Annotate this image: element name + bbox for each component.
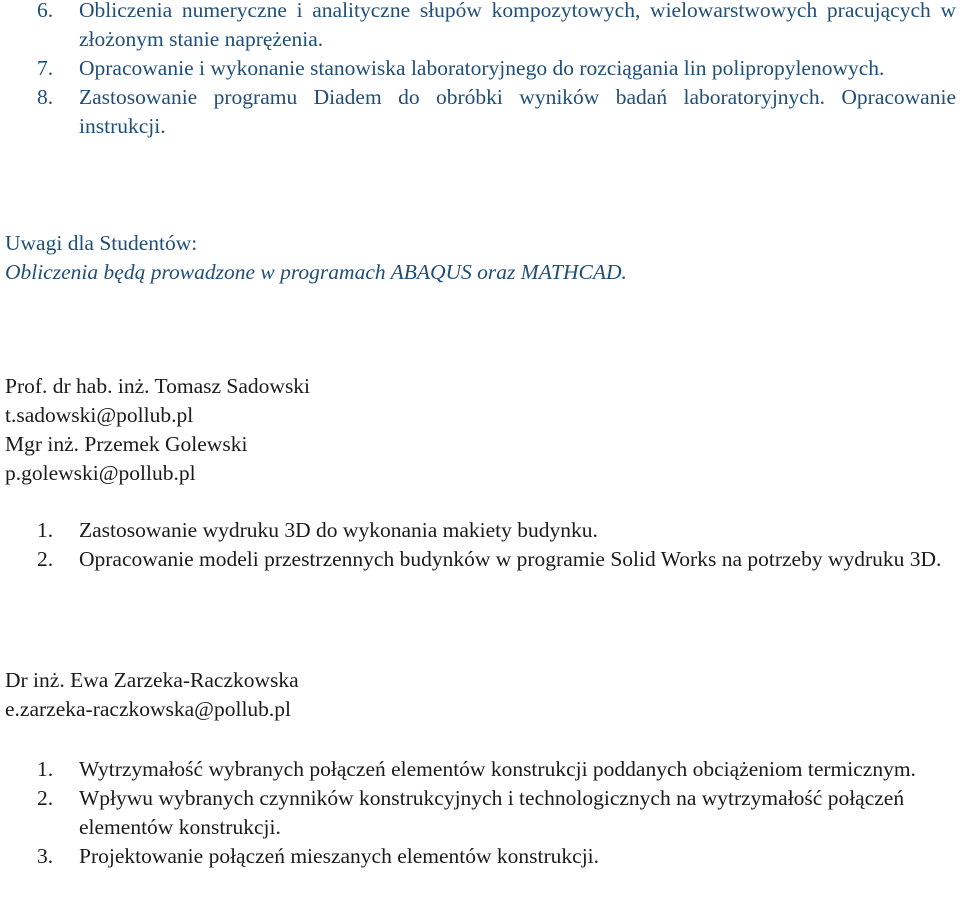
list-item-number: 6. [37,0,54,22]
list-item [0,784,960,842]
supervisor-name: Dr inż. Ewa Zarzeka-Raczkowska [5,668,299,692]
list-item-number: 2. [37,547,54,571]
notes-heading: Uwagi dla Studentów: [5,231,198,255]
notes-section [0,229,960,287]
list-item-text: Zastosowanie wydruku 3D do wykonania makiety budynku. [79,518,598,542]
topic-list-1 [0,516,960,574]
list-item-text: Wpływu wybranych czynników konstrukcyjnych i technologicznych na wytrzymałość połączeń elementów konstrukcji. [79,786,905,839]
list-item-text: Opracowanie i wykonanie stanowiska laboratoryjnego do rozciągania lin polipropylenowych. [79,56,885,80]
list-item [0,545,960,574]
list-item-number: 8. [37,85,54,109]
topic-list-2 [0,755,960,871]
supervisor-name: Mgr inż. Przemek Golewski [5,432,248,456]
supervisor-email: p.golewski@pollub.pl [5,461,196,485]
list-item-text: Obliczenia numeryczne i analityczne słupów kompozytowych, wielowarstwowych pracujących w złożonym stanie naprężenia. [79,0,956,51]
notes-text: Obliczenia będą prowadzone w programach ABAQUS oraz MATHCAD. [5,260,627,284]
list-item-number: 1. [37,518,54,542]
list-item-number: 7. [37,56,54,80]
supervisor-name: Prof. dr hab. inż. Tomasz Sadowski [5,374,311,398]
supervisor-email: e.zarzeka-raczkowska@pollub.pl [5,697,292,721]
list-item-number: 3. [37,844,54,868]
list-item-text: Zastosowanie programu Diadem do obróbki wyników badań laboratoryjnych. Opracowanie instrukcji. [79,85,956,138]
list-item [0,755,960,784]
supervisor-block-2 [0,666,960,724]
list-item-text: Wytrzymałość wybranych połączeń elementów konstrukcji poddanych obciążeniom termicznym. [79,757,916,781]
supervisor-email: t.sadowski@pollub.pl [5,403,194,427]
list-item [0,516,960,545]
list-item [0,54,960,83]
list-item [0,842,960,871]
list-item-text: Opracowanie modeli przestrzennych budynków w programie Solid Works na potrzeby wydruku 3D. [79,547,942,571]
list-item [0,83,960,141]
list-item-text: Projektowanie połączeń mieszanych elementów konstrukcji. [79,844,600,868]
list-item-number: 1. [37,757,54,781]
topic-list-top [0,0,960,141]
list-item [0,0,960,54]
supervisor-block-1 [0,372,960,488]
list-item-number: 2. [37,786,54,810]
